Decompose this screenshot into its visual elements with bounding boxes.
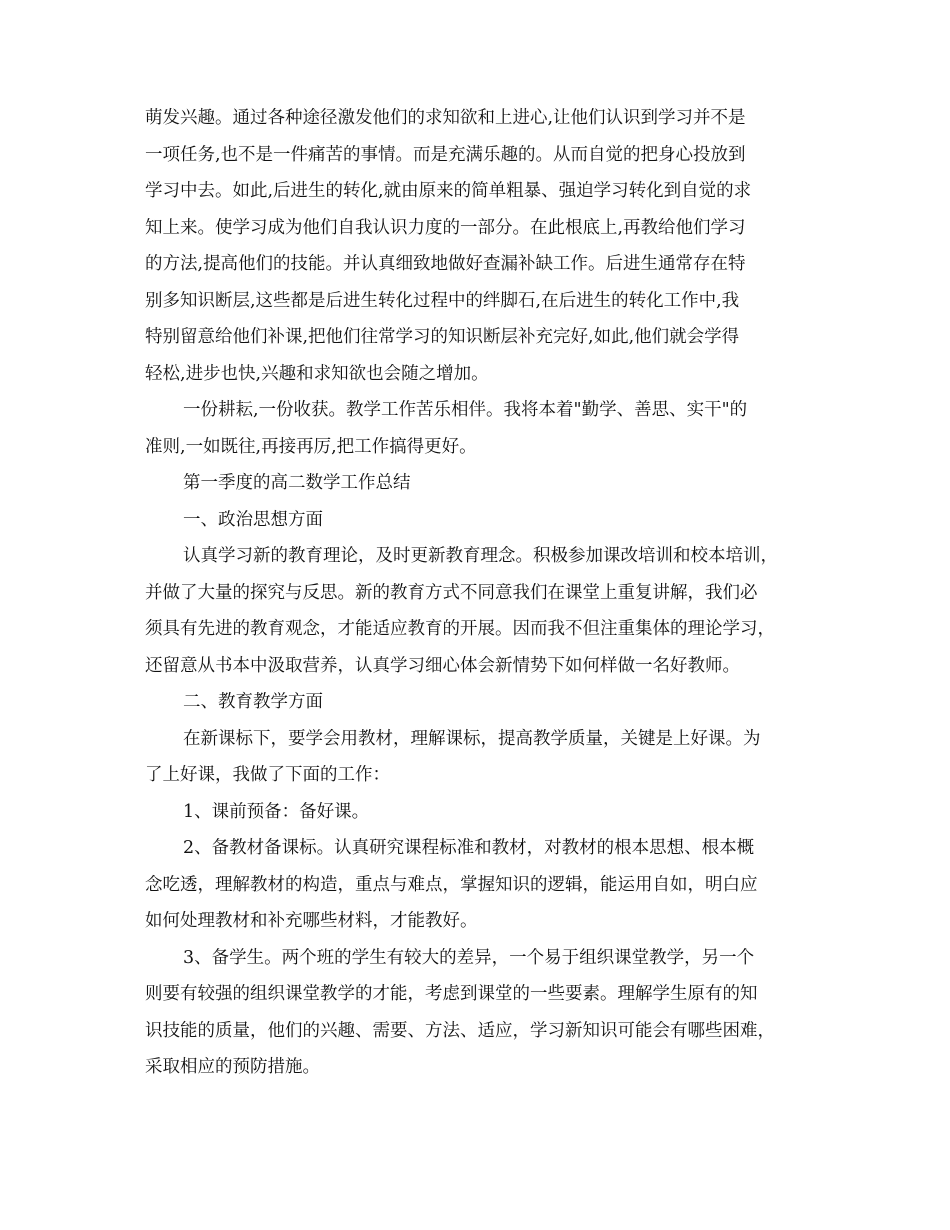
text-line: 采取相应的预防措施。 bbox=[145, 1057, 320, 1077]
text-line: 3、备学生。两个班的学生有较大的差异，一个易于组织课堂教学，另一个 bbox=[183, 947, 755, 968]
text-line: 还留意从书本中汲取营养，认真学习细心体会新情势下如何样做一名好教师。 bbox=[145, 655, 740, 676]
text-line: 如何处理教材和补充哪些材料，才能教好。 bbox=[145, 911, 478, 931]
text-line: 则要有较强的组织课堂教学的才能，考虑到课堂的一些要素。理解学生原有的知 bbox=[145, 984, 758, 1004]
text-line: 第一季度的高二数学工作总结 bbox=[183, 473, 411, 493]
text-line: 二、教育教学方面 bbox=[183, 692, 323, 712]
text-line: 念吃透，理解教材的构造，重点与难点，掌握知识的逻辑，能运用自如，明白应 bbox=[145, 874, 758, 895]
text-line: 知上来。使学习成为他们自我认识力度的一部分。在此根底上,再教给他们学习 bbox=[145, 217, 746, 238]
text-line: 一项任务,也不是一件痛苦的事情。而是充满乐趣的。从而自觉的把身心投放到 bbox=[145, 144, 746, 165]
text-line: 一、政治思想方面 bbox=[183, 509, 323, 530]
text-line: 1、课前预备：备好课。 bbox=[183, 801, 370, 822]
text-line: 准则,一如既往,再接再厉,把工作搞得更好。 bbox=[145, 436, 477, 457]
text-line: 特别留意给他们补课,把他们往常学习的知识断层补充完好,如此,他们就会学得 bbox=[145, 327, 740, 347]
document-body bbox=[145, 100, 815, 1086]
text-line: 萌发兴趣。通过各种途径激发他们的求知欲和上进心,让他们认识到学习并不是 bbox=[145, 108, 746, 128]
text-line: 了上好课，我做了下面的工作： bbox=[145, 765, 390, 785]
text-line: 识技能的质量，他们的兴趣、需要、方法、适应，学习新知识可能会有哪些困难， bbox=[145, 1020, 775, 1041]
text-line: 在新课标下，要学会用教材，理解课标，提高教学质量，关键是上好课。为 bbox=[183, 728, 761, 749]
text-line: 并做了大量的探究与反思。新的教育方式不同意我们在课堂上重复讲解，我们必 bbox=[145, 582, 758, 603]
text-line: 别多知识断层,这些都是后进生转化过程中的绊脚石,在后进生的转化工作中,我 bbox=[145, 290, 740, 311]
text-line: 轻松,进步也快,兴趣和求知欲也会随之增加。 bbox=[145, 363, 489, 384]
text-line: 认真学习新的教育理论，及时更新教育理念。积极参加课改培训和校本培训， bbox=[183, 546, 778, 566]
text-line: 一份耕耘,一份收获。教学工作苦乐相伴。我将本着"勤学、善思、实干"的 bbox=[183, 400, 748, 420]
text-line: 2、备教材备课标。认真研究课程标准和教材，对教材的根本思想、根本概 bbox=[183, 838, 755, 858]
text-line: 须具有先进的教育观念，才能适应教育的开展。因而我不但注重集体的理论学习， bbox=[145, 619, 775, 639]
text-line: 学习中去。如此,后进生的转化,就由原来的简单粗暴、强迫学习转化到自觉的求 bbox=[145, 181, 752, 201]
text-line: 的方法,提高他们的技能。并认真细致地做好查漏补缺工作。后进生通常存在特 bbox=[145, 254, 746, 274]
